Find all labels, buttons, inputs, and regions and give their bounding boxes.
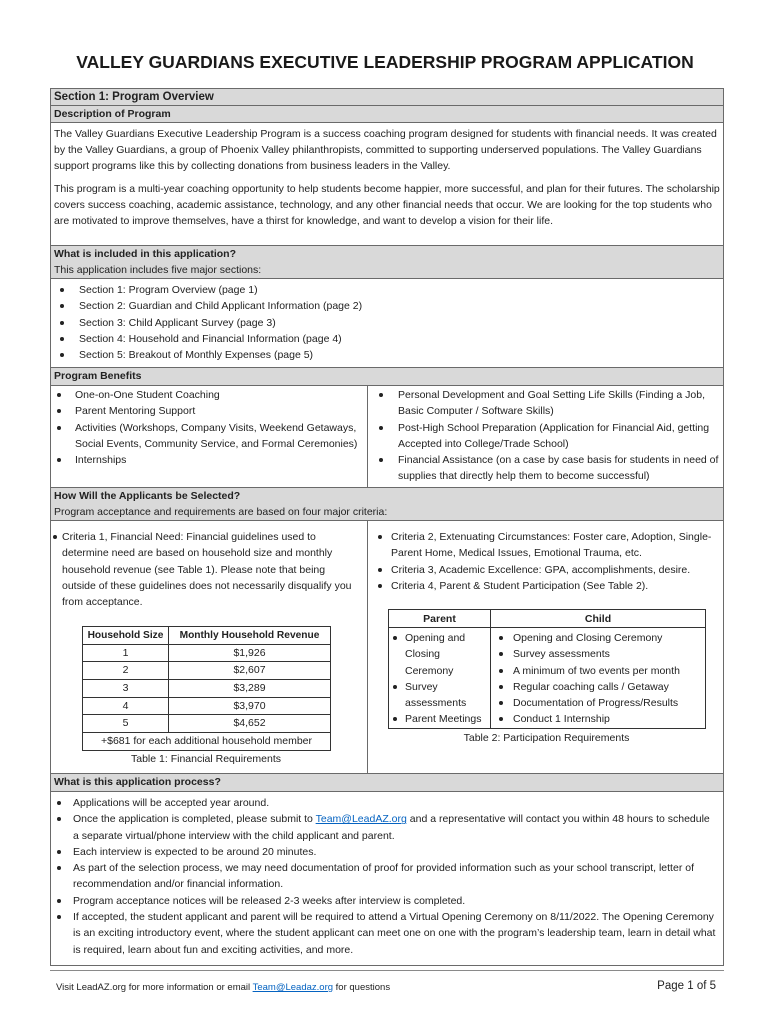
bullet-icon [57, 393, 61, 397]
table-cell: 5 [83, 715, 169, 733]
list-item-text: Survey assessments [513, 648, 610, 661]
table-header-cell: Monthly Household Revenue [169, 627, 331, 645]
list-item-text: Opening and Closing Ceremony [405, 632, 466, 677]
table-header-row [83, 627, 331, 645]
table-cell: 1 [83, 644, 169, 662]
list-item-text: A minimum of two events per month [513, 664, 680, 677]
selection-heading: How Will the Applicants be Selected? [54, 490, 241, 502]
list-item [389, 711, 485, 727]
benefits-body [51, 386, 723, 488]
list-item [389, 630, 485, 679]
list-item-text: One-on-One Student Coaching [75, 389, 220, 401]
child-requirements-cell [491, 628, 706, 729]
bullet-icon [379, 393, 383, 397]
bullet-icon [60, 353, 64, 357]
list-item-text: Parent Meetings [405, 713, 482, 726]
list-item [491, 663, 705, 679]
benefits-left-column [51, 386, 367, 487]
list-item-text: Criteria 4, Parent & Student Participation (See Table 2). [391, 579, 649, 592]
table-row [83, 680, 331, 698]
list-item [51, 420, 363, 453]
list-item [51, 315, 723, 331]
bullet-icon [53, 535, 57, 539]
list-item [51, 282, 723, 298]
table-cell: $4,652 [169, 715, 331, 733]
table2-caption: Table 2: Participation Requirements [463, 732, 630, 744]
list-item-text: Section 2: Guardian and Child Applicant Information (page 2) [79, 300, 363, 313]
list-item-text: Personal Development and Goal Setting Life Skills (Finding a Job, Basic Computer / Software Skills) [398, 389, 706, 418]
list-item-text: Post-High School Preparation (Application for Financial Aid, getting Accepted into College/Trade School) [398, 421, 710, 450]
bullet-icon [499, 652, 503, 656]
list-item-text: Parent Mentoring Support [75, 405, 196, 418]
table-row [83, 662, 331, 680]
list-item-text: Criteria 1, Financial Need: Financial guidelines used to determine need are based on household size and monthly household revenue (see Table 1). Please note that being outside of these guidelines does not necessarily disqualify you from acceptance. [62, 531, 352, 609]
list-item [51, 403, 363, 419]
list-item-text: Financial Assistance (on a case by case basis for students in need of supplies that directly help them to become successful) [398, 454, 719, 483]
bullet-icon [393, 636, 397, 640]
bullet-icon [378, 568, 382, 572]
list-item-text: Each interview is expected to be around 20 minutes. [73, 845, 317, 858]
bullet-icon [57, 850, 61, 854]
bullet-icon [57, 817, 61, 821]
list-item [491, 646, 705, 662]
list-item-text: If accepted, the student applicant and parent will be required to attend a Virtual Opening Ceremony on 8/11/2022. The Opening Ceremony is an exciting introductory event, where the student applicant can meet one on one with the program’s leadership team, learn in detail what is required, learn about fun and exciting activities, and more. [73, 911, 716, 956]
list-item [491, 630, 705, 646]
participation-requirements-table [388, 609, 706, 729]
list-item [51, 909, 723, 958]
parent-requirements-cell [389, 628, 491, 729]
table-header-row [389, 610, 706, 628]
benefits-right-column [367, 386, 723, 487]
bullet-icon [499, 701, 503, 705]
table1-caption: Table 1: Financial Requirements [131, 753, 281, 765]
description-heading-row [51, 106, 723, 123]
table-header-cell: Child [491, 610, 706, 628]
list-item-text: Survey assessments [405, 680, 467, 710]
list-item [51, 844, 723, 860]
list-item [51, 387, 363, 403]
description-body [51, 123, 723, 246]
selection-left-column [51, 521, 367, 773]
included-heading-row [51, 246, 723, 279]
list-item [368, 420, 719, 453]
bullet-icon [393, 685, 397, 689]
benefits-heading: Program Benefits [54, 370, 142, 382]
bullet-icon [499, 669, 503, 673]
table-cell: $1,926 [169, 644, 331, 662]
table-cell: 3 [83, 680, 169, 698]
selection-body [51, 521, 723, 774]
description-paragraph: The Valley Guardians Executive Leadership Program is a success coaching program designed for students with financial needs. It was created by the Valley Guardians, a group of Phoenix Valley philanthropists, committed to supporting underserved populations. The Valley Guardians support programs like this by collecting donations from business leaders in the Valley. [54, 128, 717, 172]
process-heading: What is this application process? [54, 776, 221, 788]
list-item-text: Internships [75, 454, 127, 467]
table-cell: $3,289 [169, 680, 331, 698]
criteria-left-list [51, 521, 367, 610]
bullet-icon [57, 426, 61, 430]
list-item [51, 347, 723, 363]
bullet-icon [378, 535, 382, 539]
bullet-icon [57, 801, 61, 805]
list-item [51, 893, 723, 909]
footer-divider [50, 970, 724, 971]
list-item [491, 711, 705, 727]
included-heading: What is included in this application? [54, 248, 237, 260]
section-heading-row [51, 89, 723, 106]
bullet-icon [379, 426, 383, 430]
selection-heading-row [51, 488, 723, 521]
email-link[interactable]: Team@LeadAZ.org [315, 813, 407, 826]
process-heading-row [51, 774, 723, 792]
table-footer-row [83, 733, 331, 751]
list-item-text: Program acceptance notices will be released 2-3 weeks after interview is completed. [73, 894, 466, 907]
list-item-text: Section 3: Child Applicant Survey (page 3) [79, 316, 276, 329]
bullet-icon [393, 717, 397, 721]
selection-right-column [367, 521, 723, 773]
list-item [51, 331, 723, 347]
bullet-icon [379, 458, 383, 462]
table-cell: $2,607 [169, 662, 331, 680]
bullet-icon [499, 685, 503, 689]
selection-intro: Program acceptance and requirements are based on four major criteria: [54, 506, 388, 518]
list-item [51, 298, 723, 314]
bullet-icon [60, 304, 64, 308]
criteria-right-list [368, 521, 723, 594]
list-item-text: Criteria 3, Academic Excellence: GPA, accomplishments, desire. [391, 563, 691, 576]
bullet-icon [60, 288, 64, 292]
table-cell: $3,970 [169, 697, 331, 715]
bullet-icon [57, 899, 61, 903]
list-item-text: As part of the selection process, we may need documentation of proof for provided information such as your school transcript, letter of recommendation and/or financial information. [73, 862, 694, 891]
list-item-text: Section 1: Program Overview (page 1) [79, 284, 258, 296]
bullet-icon [57, 866, 61, 870]
bullet-icon [499, 636, 503, 640]
bullet-icon [499, 717, 503, 721]
list-item-text: Section 4: Household and Financial Information (page 4) [79, 332, 342, 345]
table-footer-cell: +$681 for each additional household member [83, 733, 331, 751]
list-item [51, 811, 723, 844]
list-item-text: Opening and Closing Ceremony [513, 632, 663, 644]
bullet-icon [57, 915, 61, 919]
list-item [389, 679, 485, 712]
list-item [368, 387, 719, 420]
included-sections-list [51, 279, 723, 368]
list-item-text: Documentation of Progress/Results [513, 697, 679, 710]
section-heading: Section 1: Program Overview [54, 91, 214, 103]
description-paragraph: This program is a multi-year coaching opportunity to help students become happier, more successful, and plan for their futures. The scholarship covers success coaching, academic assistance, technology, and any other financial needs that occur. We are looking for the top students who are motivated to improve themselves, have a thirst for knowledge, and want to develop a vision for their life. [54, 183, 720, 227]
table-header-cell: Household Size [83, 627, 169, 645]
list-item-text [73, 813, 710, 841]
description-heading: Description of Program [54, 108, 171, 120]
list-item-text: Section 5: Breakout of Monthly Expenses (page 5) [79, 349, 314, 362]
document-title: VALLEY GUARDIANS EXECUTIVE LEADERSHIP PROGRAM APPLICATION [76, 52, 694, 72]
table-row [389, 628, 706, 729]
text-segment: Once the application is completed, please submit to [73, 813, 316, 826]
list-item-text: Criteria 2, Extenuating Circumstances: Foster care, Adoption, Single-Parent Home, Medical Issues, Emotional Trauma, etc. [391, 531, 712, 560]
list-item-text: Regular coaching calls / Getaway [513, 680, 669, 693]
table-cell: 4 [83, 697, 169, 715]
footer-email-link[interactable]: Team@Leadaz.org [252, 982, 334, 993]
benefits-heading-row [51, 368, 723, 386]
list-item [491, 695, 705, 711]
bullet-icon [378, 584, 382, 588]
list-item-text: Conduct 1 Internship [513, 713, 610, 726]
list-item [51, 795, 723, 811]
list-item [51, 452, 363, 468]
list-item-text: Activities (Workshops, Company Visits, Weekend Getaways, Social Events, Community Service, and Formal Ceremonies) [75, 421, 358, 450]
list-item [51, 529, 361, 610]
bullet-icon [60, 337, 64, 341]
list-item-text: Applications will be accepted year around. [73, 797, 270, 809]
table-cell: 2 [83, 662, 169, 680]
table-row [83, 715, 331, 733]
benefits-columns [51, 386, 723, 487]
financial-requirements-table [82, 626, 331, 751]
list-item [368, 529, 719, 562]
included-intro: This application includes five major sections: [54, 264, 262, 276]
table-header-cell: Parent [389, 610, 491, 628]
page-number: Page 1 of 5 [657, 980, 716, 992]
text-segment: Visit LeadAZ.org for more information or email [56, 982, 253, 993]
table-row [83, 644, 331, 662]
footer-note [56, 981, 390, 994]
text-segment: for questions [333, 982, 391, 993]
selection-columns [51, 521, 723, 773]
list-item [491, 679, 705, 695]
list-item [51, 860, 723, 893]
list-item [368, 562, 719, 578]
process-list [51, 792, 723, 965]
list-item [368, 452, 719, 485]
program-overview-form [50, 88, 724, 966]
table-row [83, 697, 331, 715]
text-segment: and a representative will contact you within 48 hours to schedule a separate virtual/phone interview with the child applicant and parent. [73, 813, 710, 842]
bullet-icon [57, 458, 61, 462]
bullet-icon [57, 409, 61, 413]
bullet-icon [60, 321, 64, 325]
list-item [368, 578, 719, 594]
